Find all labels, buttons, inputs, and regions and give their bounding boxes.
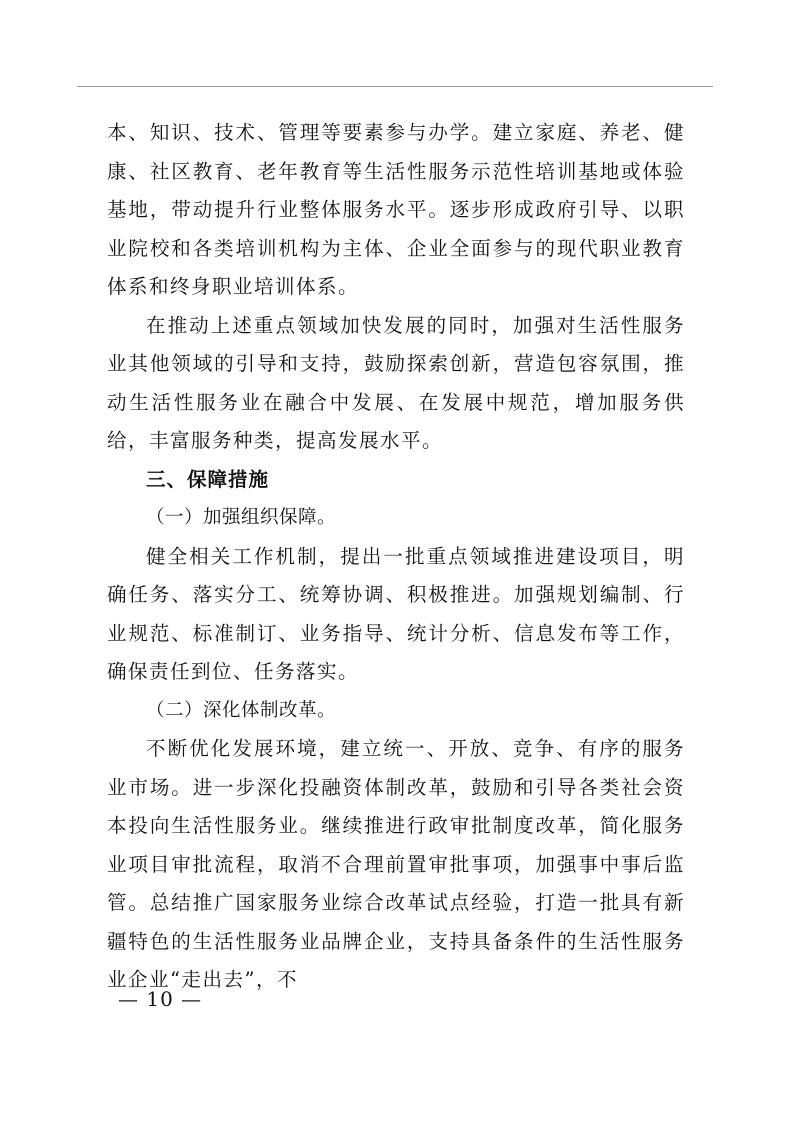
subsection-title-organization: （一）加强组织保障。 [146, 507, 337, 528]
paragraph-other-fields: 在推动上述重点领域加快发展的同时，加强对生活性服务业其他领域的引导和支持，鼓励探索创新，营造包容氛围，推动生活性服务业在融合中发展、在发展中规范，增加服务供给，丰富服务种类，提高发展水平。 [107, 313, 685, 452]
section-heading: 三、保障措施 [146, 467, 270, 491]
paragraph-continued: 本、知识、技术、管理等要素参与办学。建立家庭、养老、健康、社区教育、老年教育等生活性服务示范性培训基地或体验基地，带动提升行业整体服务水平。逐步形成政府引导、以职业院校和各类培训机构为主体、企业全面参与的现代职业教育体系和终身职业培训体系。 [107, 121, 685, 298]
subsection-title-reform: （二）深化体制改革。 [146, 699, 337, 721]
document-body [107, 114, 685, 1000]
paragraph-organization: 健全相关工作机制，提出一批重点领域推进建设项目，明确任务、落实分工、统筹协调、积极推进。加强规划编制、行业规范、标准制订、业务指导、统计分析、信息发布等工作，确保责任到位、任务落实。 [107, 544, 685, 683]
page-number: — 10 — [118, 987, 203, 1011]
header-rule [77, 86, 713, 87]
paragraph-reform: 不断优化发展环境，建立统一、开放、竞争、有序的服务业市场。进一步深化投融资体制改革，鼓励和引导各类社会资本投向生活性服务业。继续推进行政审批制度改革，简化服务业项目审批流程，取消不合理前置审批事项，加强事中事后监管。总结推广国家服务业综合改革试点经验，打造一批具有新疆特色的生活性服务业品牌企业，支持具备条件的生活性服务业企业“走出去”，不 [107, 737, 685, 991]
